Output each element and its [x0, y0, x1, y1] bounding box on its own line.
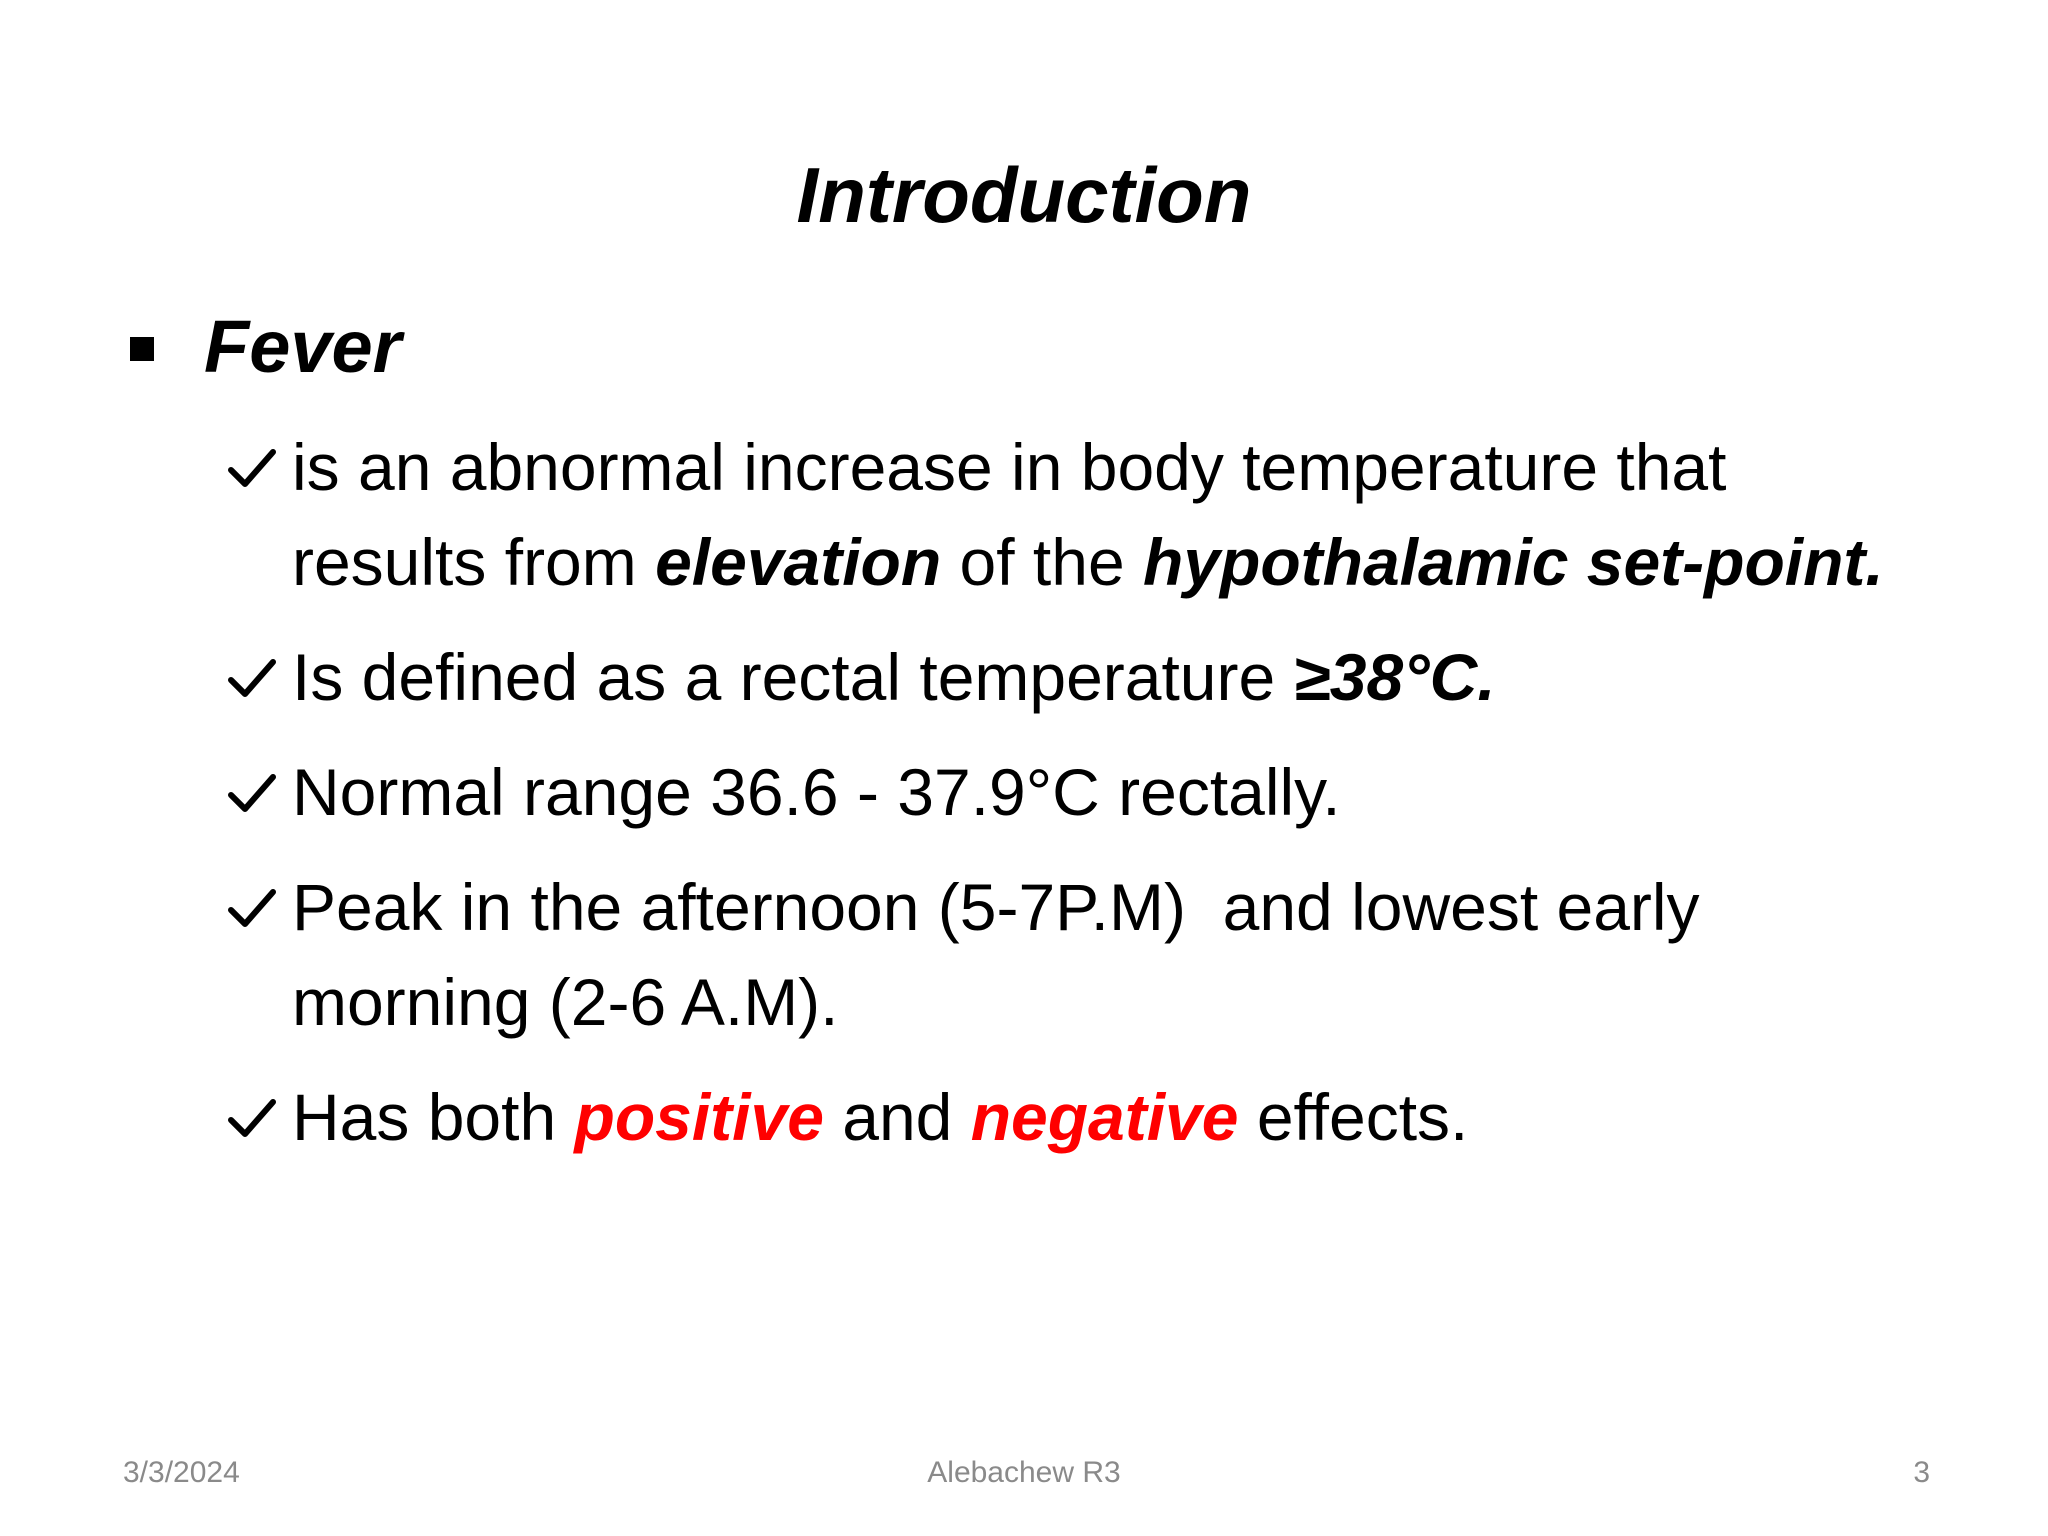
footer-date: 3/3/2024: [123, 1456, 240, 1489]
checkmark-icon: [228, 860, 284, 955]
negative-highlight: negative: [970, 1080, 1239, 1154]
checkmark-icon: [228, 745, 284, 840]
list-item: [228, 745, 1908, 840]
main-bullet-text: Fever: [204, 305, 402, 388]
list-item: [228, 860, 1908, 1050]
item-text: Peak in the afternoon (5-7P.M) and lowest early morning (2-6 A.M).: [292, 870, 1718, 1039]
item-text: Normal range 36.6 - 37.9°C rectally.: [292, 755, 1341, 829]
checkmark-icon: [228, 630, 284, 725]
item-text: is an abnormal increase in body temperature that results from elevation of the hypothalamic set-point.: [292, 430, 1884, 599]
footer-author: Alebachew R3: [927, 1456, 1121, 1489]
checkmark-icon: [228, 1070, 284, 1165]
item-text: Is defined as a rectal temperature ≥38°C.: [292, 640, 1496, 714]
slide-title: Introduction: [796, 151, 1252, 239]
page-number: 3: [1913, 1456, 1930, 1489]
item-text: Has both positive and negative effects.: [292, 1080, 1469, 1154]
list-item: [228, 630, 1908, 725]
list-item: [228, 420, 1908, 610]
checkmark-icon: [228, 420, 284, 515]
sub-bullet-list: [228, 420, 1908, 1185]
main-bullet: [130, 302, 401, 392]
list-item: [228, 1070, 1908, 1165]
square-bullet-icon: [130, 337, 154, 361]
positive-highlight: positive: [574, 1080, 824, 1154]
